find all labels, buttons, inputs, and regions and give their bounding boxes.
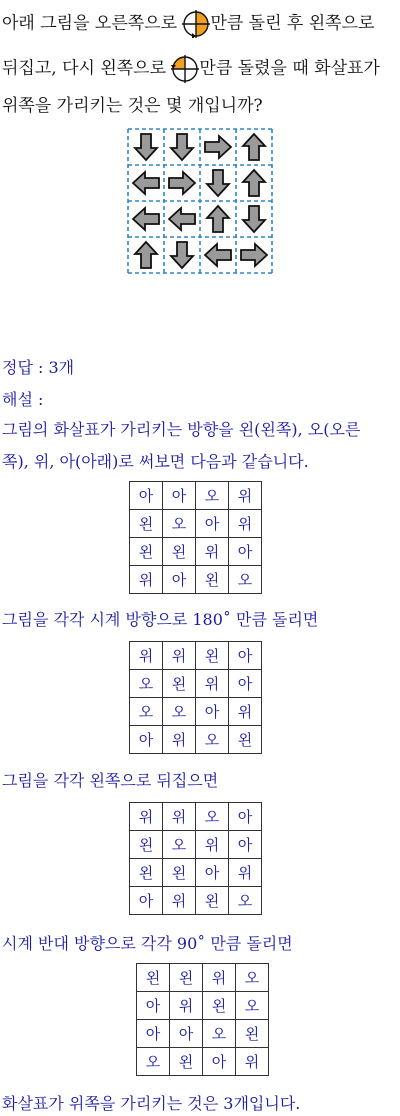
- table-cell: 왼: [163, 538, 196, 566]
- table-cell: 위: [236, 1048, 269, 1076]
- question-line-1-start: 아래 그림을 오른쪽으로: [2, 13, 183, 34]
- table-row: [137, 964, 269, 992]
- table-row: [130, 859, 262, 887]
- rotate-half-clockwise-icon: [182, 10, 210, 38]
- answer-text: 정답 : 3개: [2, 358, 75, 377]
- table-cell: 위: [163, 642, 196, 670]
- table-cell: 왼: [163, 859, 196, 887]
- table-cell: 위: [130, 566, 163, 594]
- table-cell: 오: [163, 698, 196, 726]
- table-cell: 왼: [130, 859, 163, 887]
- table-cell: 위: [130, 803, 163, 831]
- question-line-2-start: 뒤집고, 다시 왼쪽으로: [2, 58, 172, 79]
- arrow-down-icon: [207, 170, 229, 196]
- table-cell: 오: [236, 992, 269, 1020]
- rotate-quarter-counterclockwise-icon: [171, 55, 199, 83]
- table-cell: 아: [163, 566, 196, 594]
- direction-table-original: [129, 481, 262, 594]
- table-row: [130, 670, 262, 698]
- table-cell: 아: [130, 726, 163, 754]
- arrow-up-icon: [135, 242, 157, 268]
- explanation-heading: 해설 :: [2, 390, 44, 409]
- table-cell: 아: [130, 482, 163, 510]
- table-cell: 위: [229, 698, 262, 726]
- table-cell: 아: [163, 482, 196, 510]
- table-cell: 왼: [130, 538, 163, 566]
- table-cell: 오: [236, 964, 269, 992]
- table-cell: 아: [229, 831, 262, 859]
- arrow-left-icon: [169, 208, 195, 230]
- table-cell: 왼: [170, 964, 203, 992]
- arrow-down-icon: [171, 242, 193, 268]
- arrow-down-icon: [243, 206, 265, 232]
- table-cell: 오: [130, 698, 163, 726]
- table-row: [130, 726, 262, 754]
- arrow-right-icon: [241, 244, 267, 266]
- arrow-right-icon: [205, 136, 231, 158]
- table-cell: 오: [203, 1020, 236, 1048]
- table-cell: 위: [203, 964, 236, 992]
- table-cell: 아: [203, 1048, 236, 1076]
- table-row: [130, 698, 262, 726]
- table-cell: 위: [229, 510, 262, 538]
- table-cell: 아: [137, 992, 170, 1020]
- table-cell: 왼: [170, 1048, 203, 1076]
- step-flip-left-text: 그림을 각각 왼쪽으로 뒤집으면: [2, 771, 219, 790]
- table-cell: 위: [170, 992, 203, 1020]
- table-cell: 왼: [137, 964, 170, 992]
- table-row: [137, 1048, 269, 1076]
- table-row: [130, 482, 262, 510]
- question-line-1: [2, 10, 374, 38]
- question-line-2-end: 만큼 돌렸을 때 화살표가: [199, 58, 380, 79]
- table-row: [137, 1020, 269, 1048]
- table-cell: 위: [196, 538, 229, 566]
- table-cell: 아: [229, 642, 262, 670]
- table-cell: 오: [229, 887, 262, 915]
- table-cell: 아: [137, 1020, 170, 1048]
- table-cell: 위: [130, 642, 163, 670]
- table-cell: 위: [163, 887, 196, 915]
- table-cell: 왼: [163, 670, 196, 698]
- conclusion-text: 화살표가 위쪽을 가리키는 것은 3개입니다.: [2, 1094, 301, 1113]
- table-row: [130, 510, 262, 538]
- table-cell: 왼: [236, 1020, 269, 1048]
- question-line-2: [2, 55, 380, 83]
- table-cell: 아: [196, 698, 229, 726]
- arrow-left-icon: [205, 244, 231, 266]
- table-cell: 오: [196, 482, 229, 510]
- table-cell: 왼: [203, 992, 236, 1020]
- question-line-1-end: 만큼 돌린 후 왼쪽으로: [210, 13, 375, 34]
- table-cell: 왼: [196, 566, 229, 594]
- table-row: [130, 831, 262, 859]
- table-cell: 위: [229, 859, 262, 887]
- explanation-line-1: 그림의 화살표가 가리키는 방향을 왼(왼쪽), 오(오른: [2, 420, 361, 439]
- arrow-left-icon: [133, 172, 159, 194]
- table-row: [137, 992, 269, 1020]
- arrow-up-icon: [243, 134, 265, 160]
- table-cell: 왼: [229, 726, 262, 754]
- table-cell: 오: [229, 566, 262, 594]
- table-row: [130, 642, 262, 670]
- table-cell: 위: [196, 670, 229, 698]
- table-row: [130, 803, 262, 831]
- table-cell: 아: [229, 538, 262, 566]
- table-cell: 위: [196, 831, 229, 859]
- table-cell: 오: [196, 803, 229, 831]
- table-cell: 오: [163, 510, 196, 538]
- arrow-left-icon: [133, 208, 159, 230]
- arrow-down-icon: [171, 134, 193, 160]
- arrow-right-icon: [169, 172, 195, 194]
- direction-table-flipped: [129, 802, 262, 915]
- table-cell: 오: [137, 1048, 170, 1076]
- table-cell: 아: [130, 887, 163, 915]
- explanation-line-2: 쪽), 위, 아(아래)로 써보면 다음과 같습니다.: [2, 452, 309, 471]
- arrow-up-icon: [243, 170, 265, 196]
- direction-table-rotated-180: [129, 641, 262, 754]
- arrow-up-icon: [207, 206, 229, 232]
- table-cell: 아: [196, 859, 229, 887]
- table-cell: 왼: [196, 887, 229, 915]
- direction-table-final: [136, 963, 269, 1076]
- table-row: [130, 887, 262, 915]
- table-cell: 오: [196, 726, 229, 754]
- table-row: [130, 566, 262, 594]
- table-row: [130, 538, 262, 566]
- arrow-puzzle-grid: [127, 128, 273, 274]
- table-cell: 오: [130, 670, 163, 698]
- table-cell: 왼: [130, 510, 163, 538]
- arrow-down-icon: [135, 134, 157, 160]
- table-cell: 아: [229, 670, 262, 698]
- table-cell: 왼: [196, 642, 229, 670]
- table-cell: 위: [229, 482, 262, 510]
- table-cell: 위: [163, 803, 196, 831]
- table-cell: 오: [163, 831, 196, 859]
- table-cell: 왼: [130, 831, 163, 859]
- table-cell: 아: [196, 510, 229, 538]
- table-cell: 위: [163, 726, 196, 754]
- question-line-3: 위쪽을 가리키는 것은 몇 개입니까?: [2, 96, 263, 116]
- table-cell: 아: [229, 803, 262, 831]
- step-rotate-90-ccw-text: 시계 반대 방향으로 각각 90˚ 만큼 돌리면: [2, 934, 293, 953]
- table-cell: 아: [170, 1020, 203, 1048]
- step-rotate-180-text: 그림을 각각 시계 방향으로 180˚ 만큼 돌리면: [2, 610, 319, 629]
